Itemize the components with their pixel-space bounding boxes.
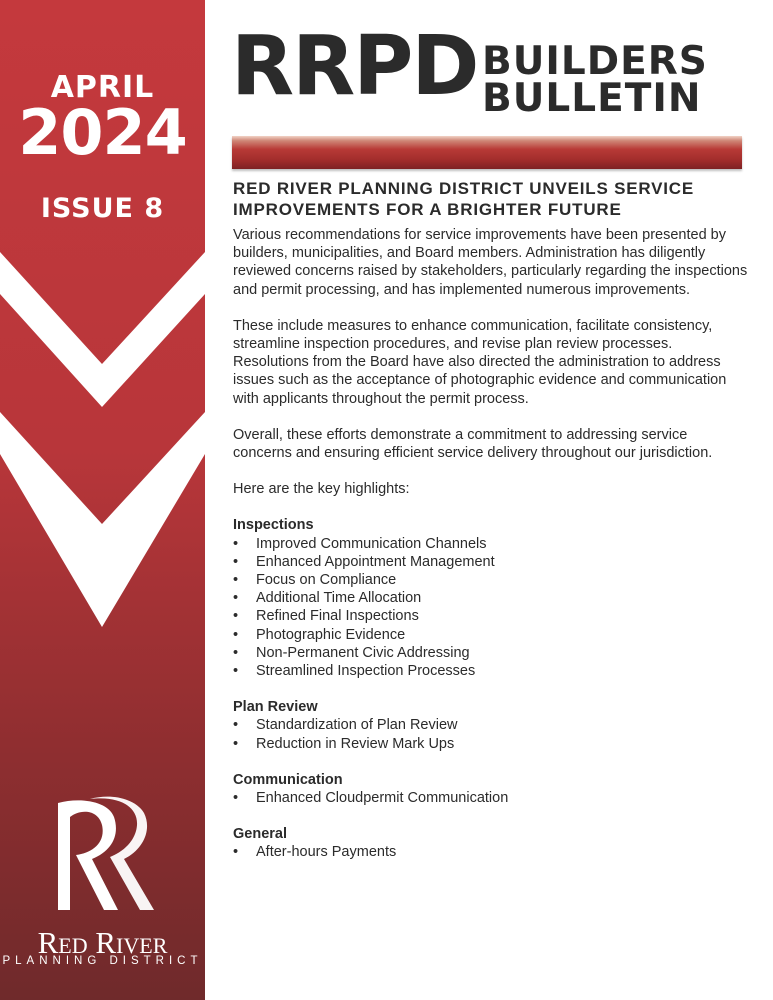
sidebar: [0, 0, 205, 1000]
section-heading-communication: Communication: [233, 771, 343, 788]
masthead-rrpd: RRPD: [231, 19, 478, 114]
masthead-bulletin: BULLETIN: [482, 76, 702, 121]
paragraph: Various recommendations for service improvements have been presented by builders, municipalities, and Board members. Administration has diligently reviewed concerns raised by stakeholders, particularly regarding the inspections and permit processing, and has implemented numerous improvements.: [233, 227, 748, 298]
list-item: • Reduction in Review Mark Ups: [233, 735, 748, 753]
list-item: • Streamlined Inspection Processes: [233, 662, 748, 680]
header-divider-bar: [232, 136, 742, 169]
section-heading-general: General: [233, 826, 287, 843]
list-item: • Improved Communication Channels: [233, 535, 748, 553]
issue-month: APRIL: [50, 70, 155, 105]
article-headline: RED RIVER PLANNING DISTRICT UNVEILS SERVICE IMPROVEMENTS FOR A BRIGHTER FUTURE: [233, 179, 695, 219]
communication-list: [233, 789, 748, 807]
list-item: • Standardization of Plan Review: [233, 716, 748, 734]
section-heading-inspections: Inspections: [233, 517, 314, 534]
article-body: [233, 226, 748, 880]
paragraph: Overall, these efforts demonstrate a commitment to addressing service concerns and ensuring efficient service delivery throughout our jurisdiction.: [233, 426, 713, 462]
paragraph: These include measures to enhance communication, facilitate consistency, streamline inspection procedures, and revise plan review processes. Resolutions from the Board have also directed the administration to address issues such as the acceptance of photographic evidence and communication with applicants throughout the permit process.: [233, 317, 727, 407]
section-heading-plan-review: Plan Review: [233, 699, 318, 716]
list-item: • Photographic Evidence: [233, 626, 748, 644]
org-name: Red River: [37, 925, 168, 960]
issue-number: ISSUE 8: [40, 193, 165, 224]
list-item: • Non-Permanent Civic Addressing: [233, 644, 748, 662]
list-item: • Enhanced Appointment Management: [233, 553, 748, 571]
list-item: • Enhanced Cloudpermit Communication: [233, 789, 748, 807]
issue-year: 2024: [18, 96, 187, 169]
rr-monogram-icon: [50, 795, 160, 915]
list-item: • Additional Time Allocation: [233, 589, 748, 607]
chevron-decoration-icon: [0, 252, 205, 632]
inspections-list: [233, 535, 748, 681]
list-item: • Refined Final Inspections: [233, 607, 748, 625]
org-subtitle: PLANNING DISTRICT: [2, 955, 203, 967]
general-list: [233, 843, 748, 861]
paragraph: Here are the key highlights:: [233, 481, 410, 498]
list-item: • Focus on Compliance: [233, 571, 748, 589]
list-item: • After-hours Payments: [233, 843, 748, 861]
masthead-builders: BUILDERS: [482, 39, 708, 84]
plan-review-list: [233, 716, 748, 752]
